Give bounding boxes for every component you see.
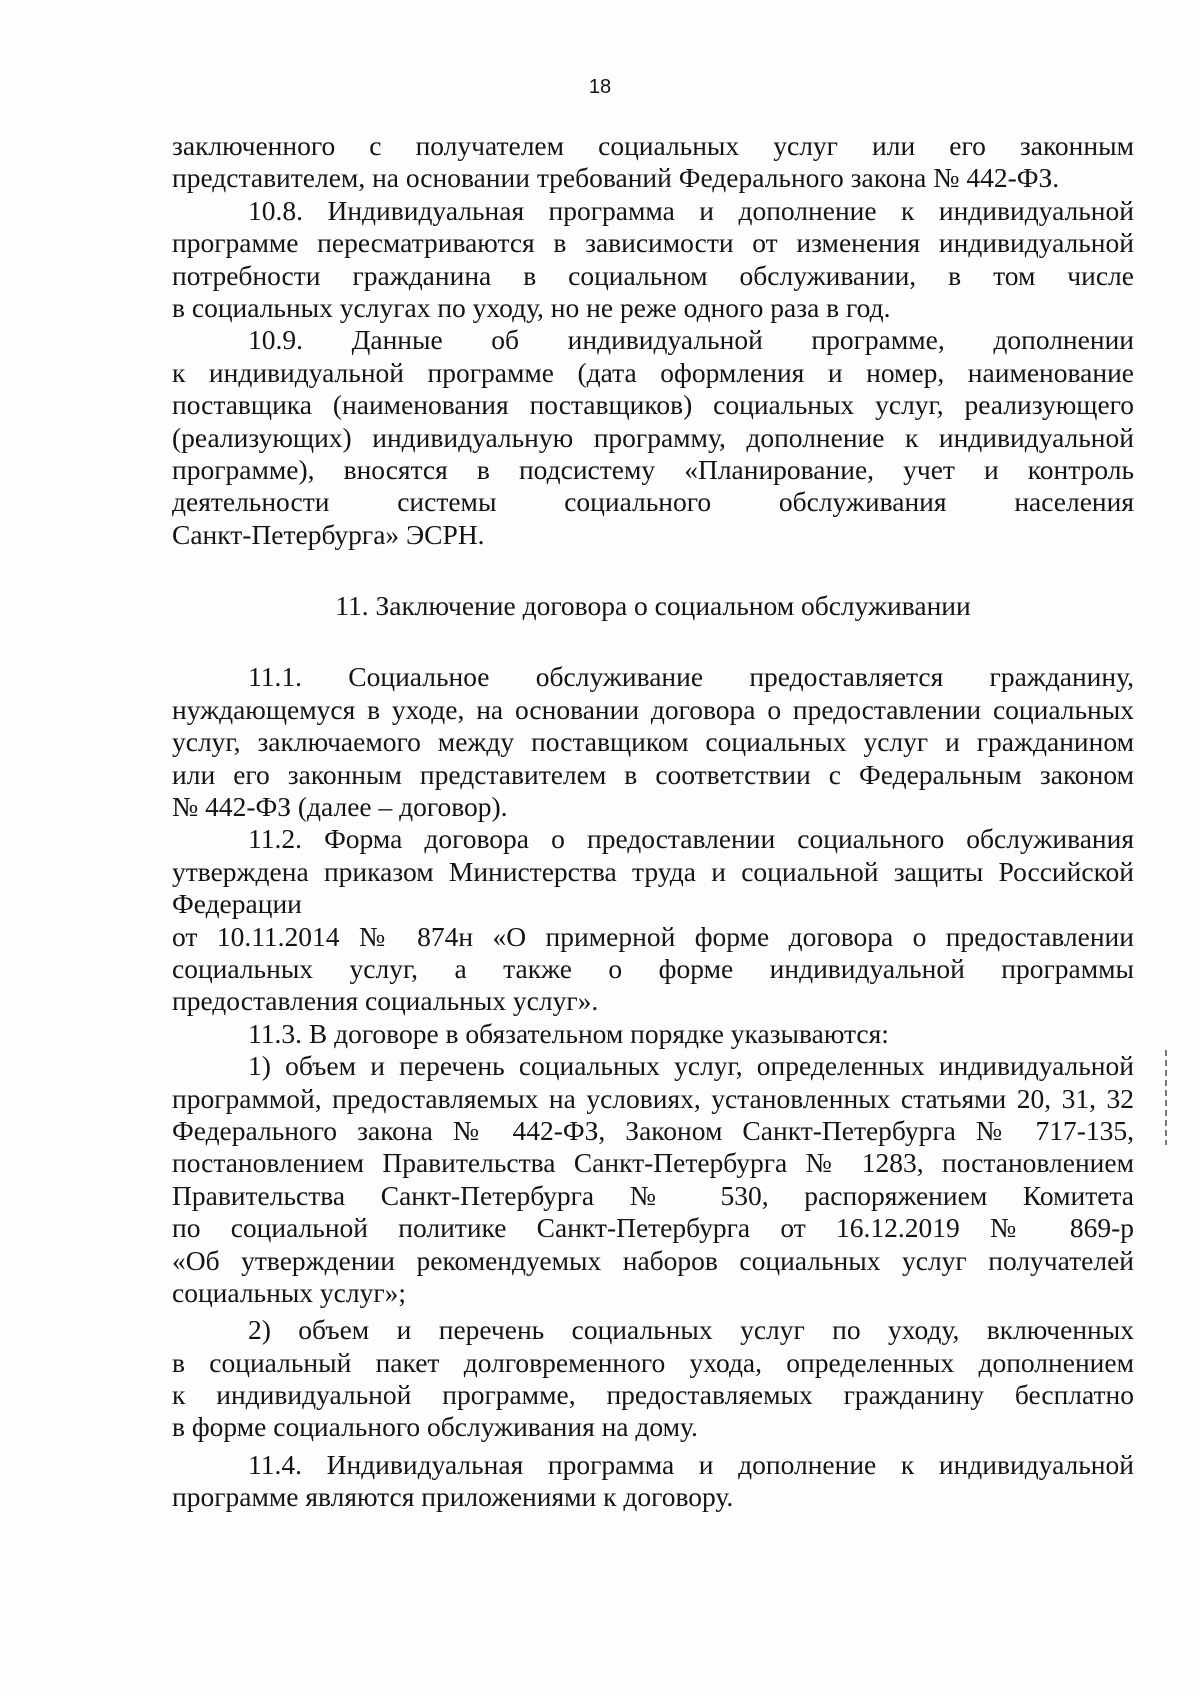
section-spacer <box>172 551 1134 590</box>
text-line: поставщика (наименования поставщиков) социальных услуг, реализующего <box>172 389 1134 421</box>
text-line: нуждающемуся в уходе, на основании договора о предоставлении социальных <box>172 693 1134 725</box>
text-line: постановлением Правительства Санкт-Петербурга № 1283, постановлением <box>172 1147 1134 1179</box>
text-line: в социальных услугах по уходу, но не реже одного раза в год. <box>172 291 891 323</box>
text-line: программе), вносятся в подсистему «Планирование, учет и контроль <box>172 453 1134 485</box>
text-line: от 10.11.2014 № 874н «О примерной форме договора о предоставлении <box>172 920 1134 952</box>
text-line: 11.4. Индивидуальная программа и дополнение к индивидуальной <box>248 1448 1134 1480</box>
text-line: Федерации <box>172 888 302 920</box>
text-line: заключенного с получателем социальных услуг или его законным <box>172 130 1134 161</box>
text-line: к индивидуальной программе, предоставляемых гражданину бесплатно <box>172 1379 1134 1411</box>
text-line: (реализующих) индивидуальную программу, дополнение к индивидуальной <box>172 421 1134 453</box>
text-line: Федерального закона № 442-ФЗ, Законом Санкт-Петербурга № 717-135, <box>172 1114 1134 1146</box>
text-line: Санкт-Петербурга» ЭСРН. <box>172 518 485 550</box>
text-line: к индивидуальной программе (дата оформления и номер, наименование <box>172 356 1134 388</box>
text-line: предоставления социальных услуг». <box>172 985 599 1017</box>
section-heading: 11. Заключение договора о социальном обслуживании <box>335 590 971 622</box>
text-line: социальных услуг»; <box>172 1276 407 1308</box>
text-line: программой, предоставляемых на условиях, установленных статьями 20, 31, 32 <box>172 1082 1134 1114</box>
text-line: представителем, на основании требований Федерального закона № 442-ФЗ. <box>172 162 1060 194</box>
section-spacer <box>172 622 1134 661</box>
text-line: в форме социального обслуживания на дому. <box>172 1411 698 1443</box>
text-line: в социальный пакет долговременного ухода, определенных дополнением <box>172 1346 1134 1378</box>
text-line: или его законным представителем в соответствии с Федеральным законом <box>172 758 1134 790</box>
text-line: 11.3. В договоре в обязательном порядке указываются: <box>248 1017 889 1049</box>
text-line: деятельности системы социального обслуживания населения <box>172 486 1134 518</box>
text-line: программе пересматриваются в зависимости от изменения индивидуальной <box>172 227 1134 259</box>
text-line: № 442-ФЗ (далее – договор). <box>172 791 508 823</box>
text-line: услуг, заключаемого между поставщиком социальных услуг и гражданином <box>172 726 1134 758</box>
text-line: по социальной политике Санкт-Петербурга от 16.12.2019 № 869-р <box>172 1212 1134 1244</box>
text-line: «Об утверждении рекомендуемых наборов социальных услуг получателей <box>172 1244 1134 1276</box>
text-line: утверждена приказом Министерства труда и социальной защиты Российской <box>172 855 1134 887</box>
text-line: потребности гражданина в социальном обслуживании, в том числе <box>172 259 1134 291</box>
text-line: 11.2. Форма договора о предоставлении социального обслуживания <box>248 823 1134 855</box>
page-number: 18 <box>588 76 612 98</box>
text-line: 10.9. Данные об индивидуальной программе, дополнении <box>248 324 1134 356</box>
text-line: 1) объем и перечень социальных услуг, определенных индивидуальной <box>248 1050 1134 1082</box>
document-body <box>172 130 1134 1514</box>
text-line: 11.1. Социальное обслуживание предоставляется гражданину, <box>248 661 1134 693</box>
text-line: программе являются приложениями к договору. <box>172 1481 734 1513</box>
scan-margin-mark <box>1165 1050 1167 1145</box>
text-line: 10.8. Индивидуальная программа и дополнение к индивидуальной <box>248 194 1134 226</box>
text-line: 2) объем и перечень социальных услуг по уходу, включенных <box>248 1314 1134 1346</box>
text-line: Правительства Санкт-Петербурга № 530, распоряжением Комитета <box>172 1179 1134 1211</box>
text-line: социальных услуг, а также о форме индивидуальной программы <box>172 952 1134 984</box>
